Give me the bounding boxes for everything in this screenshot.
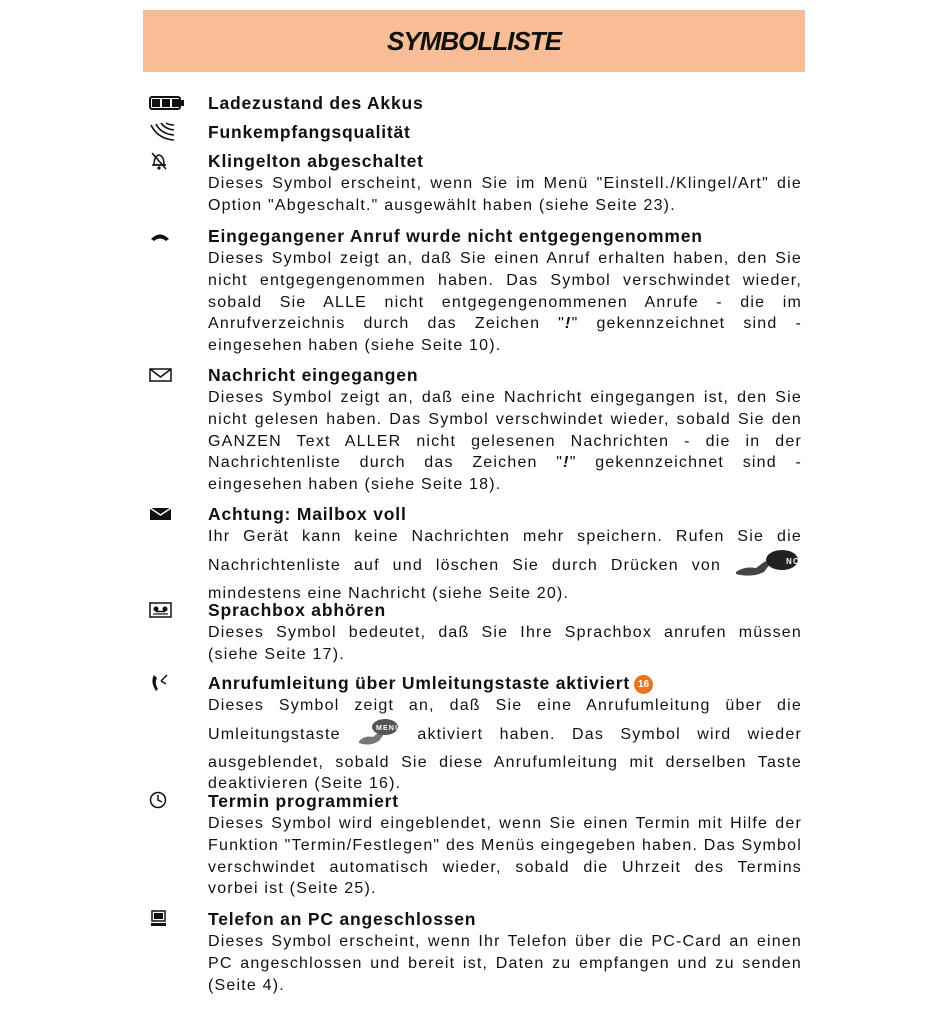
list-item (148, 225, 808, 364)
list-item (148, 121, 808, 150)
exclamation-mark: ! (565, 315, 572, 333)
list-item (148, 599, 808, 672)
entry-title: Telefon an PC angeschlossen (208, 909, 477, 929)
entry-description: Dieses Symbol erscheint, wenn Ihr Telefon über die PC-Card an einen PC angeschlossen und bereit ist, Daten zu empfangen und zu senden (Seite 4). (208, 933, 802, 994)
no-key-icon (734, 548, 802, 583)
pc-icon (148, 908, 208, 930)
menu-key-icon (357, 717, 401, 752)
list-item (148, 150, 808, 225)
entry-title: Termin programmiert (208, 791, 399, 811)
list-item (148, 672, 808, 793)
no-key-label: NO (786, 556, 801, 566)
entry-description: Dieses Symbol zeigt an, daß Sie eine Anrufumleitung über die Umleitungstaste MENU aktiviert haben. Das Symbol wird wieder ausgeblendet, sobald Sie diese Anrufumleitung mit derselben Taste deaktivieren (Seite 16). (208, 697, 802, 793)
title-banner (143, 10, 805, 72)
list-item (148, 790, 808, 908)
entry-title: Ladezustand des Akkus (208, 93, 424, 113)
entry-title: Anrufumleitung über Umleitungstaste aktiviert 16 (208, 672, 802, 695)
entry-description: Dieses Symbol wird eingeblendet, wenn Sie einen Termin mit Hilfe der Funktion "Termin/Festlegen" des Menüs eingegeben haben. Das Symbol verschwindet automatisch wieder, sobald die Uhrzeit des Termins vorbei ist (Seite 25). (208, 815, 802, 898)
clock-icon (148, 790, 208, 812)
exclamation-mark: ! (563, 454, 570, 472)
battery-icon (148, 92, 208, 114)
entry-title: Nachricht eingegangen (208, 365, 419, 385)
entry-title: Funkempfangsqualität (208, 122, 411, 142)
entry-title: Sprachbox abhören (208, 600, 386, 620)
list-item (148, 364, 808, 503)
mailbox-full-icon (148, 503, 208, 525)
call-forward-icon (148, 672, 208, 694)
list-item (148, 908, 808, 1004)
entry-description: Dieses Symbol erscheint, wenn Sie im Menü "Einstell./Klingel/Art" die Option "Abgeschalt." ausgewählt haben (siehe Seite 23). (208, 175, 802, 214)
entry-title: Eingegangener Anruf wurde nicht entgegengenommen (208, 226, 703, 246)
envelope-icon (148, 364, 208, 386)
signal-icon (148, 121, 208, 143)
entry-description: Dieses Symbol bedeutet, daß Sie Ihre Sprachbox anrufen müssen (siehe Seite 17). (208, 624, 802, 663)
bell-off-icon (148, 150, 208, 172)
entry-description: Dieses Symbol zeigt an, daß eine Nachricht eingegangen ist, den Sie nicht gelesen haben. Das Symbol verschwindet wieder, sobald Sie den GANZEN Text ALLER nicht gelesenen Nachrichten - die in der Nachrichtenliste durch das Zeichen "!" gekennzeichnet sind - eingesehen haben (siehe Seite 18). (208, 389, 803, 494)
entry-description: Dieses Symbol zeigt an, daß Sie einen Anruf erhalten haben, den Sie nicht entgegengenommen haben. Das Symbol verschwindet wieder, sobald Sie ALLE nicht entgegengenommenen Anrufe - die im Anrufverzeichnis durch das Zeichen "!" gekennzeichnet sind - eingesehen haben (siehe Seite 10). (208, 250, 802, 355)
entry-title: Klingelton abgeschaltet (208, 151, 424, 171)
symbol-list (148, 92, 808, 1004)
missed-call-icon (148, 225, 208, 247)
entry-description: Ihr Gerät kann keine Nachrichten mehr speichern. Rufen Sie die Nachrichtenliste auf und löschen Sie durch Drücken von NO mindestens eine Nachricht (siehe Seite 20). (208, 528, 802, 602)
page-badge: 16 (634, 675, 653, 694)
list-item (148, 503, 808, 602)
entry-title: Achtung: Mailbox voll (208, 504, 407, 524)
voicebox-icon (148, 599, 208, 621)
menu-key-label: MENU (376, 724, 402, 732)
page-title: SYMBOLLISTE (387, 25, 561, 56)
list-item (148, 92, 808, 121)
